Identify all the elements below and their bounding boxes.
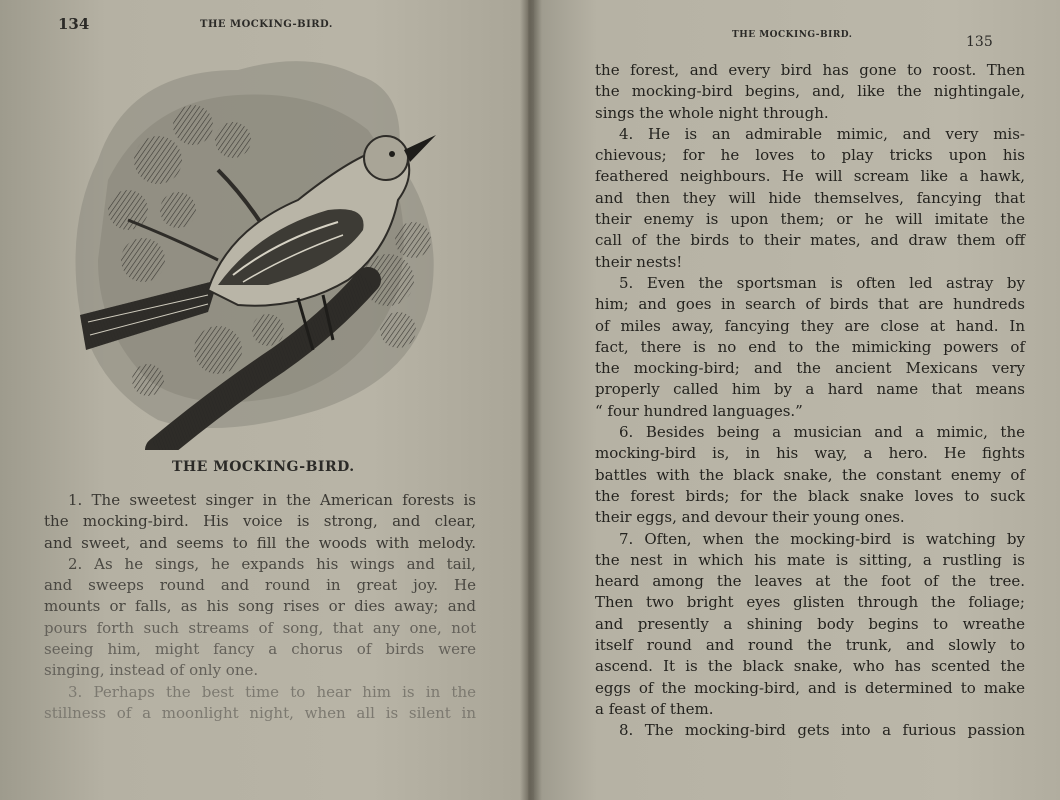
text-line: the forest birds; for the black snake loves to suck bbox=[595, 486, 1025, 505]
text-line: him; and goes in search of birds that are hundreds bbox=[595, 295, 1025, 314]
text-line: 5. Even the sportsman is often led astray by bbox=[619, 273, 1025, 292]
text-line: stillness of a moonlight night, when all is silent in bbox=[44, 703, 476, 722]
left-page-number: 134 bbox=[58, 15, 90, 33]
text-line: their nests! bbox=[595, 252, 683, 271]
left-body-text bbox=[44, 490, 476, 724]
text-line: the forest, and every bird has gone to roost. Then bbox=[595, 61, 1025, 79]
text-line: ascend. It is the black snake, who has scented the bbox=[595, 657, 1025, 676]
text-line: sings the whole night through. bbox=[595, 103, 829, 122]
text-line: the mocking-bird. His voice is strong, and clear, bbox=[44, 512, 476, 531]
text-line: singing, instead of only one. bbox=[44, 661, 259, 680]
left-page bbox=[0, 0, 528, 800]
text-line: and sweeps round and round in great joy. He bbox=[44, 576, 476, 595]
text-line: chievous; for he loves to play tricks upon his bbox=[595, 146, 1025, 165]
text-line: seeing him, might fancy a chorus of birds were bbox=[44, 640, 476, 659]
text-line: heard among the leaves at the foot of the tree. bbox=[595, 572, 1025, 591]
text-line: mounts or falls, as his song rises or dies away; and bbox=[44, 597, 476, 616]
text-line: Then two bright eyes glisten through the foliage; bbox=[595, 593, 1025, 612]
text-line: the nest in which his mate is sitting, a rustling is bbox=[595, 550, 1025, 569]
text-line: eggs of the mocking-bird, and is determined to make bbox=[595, 678, 1025, 697]
text-line: 7. Often, when the mocking-bird is watching by bbox=[619, 529, 1025, 548]
text-line: fact, there is no end to the mimicking powers of bbox=[595, 337, 1025, 356]
text-line: their enemy is upon them; or he will imitate the bbox=[595, 210, 1025, 229]
text-line: the mocking-bird; and the ancient Mexicans very bbox=[595, 359, 1025, 378]
text-line: and then they will hide themselves, fancying that bbox=[595, 188, 1025, 207]
text-line: pours forth such streams of song, that any one, not bbox=[44, 618, 476, 637]
text-line: 2. As he sings, he expands his wings and tail, bbox=[68, 554, 476, 573]
illustration-caption: THE MOCKING-BIRD. bbox=[172, 459, 355, 475]
bird-engraving-icon bbox=[68, 50, 468, 450]
text-line: 8. The mocking-bird gets into a furious passion bbox=[619, 721, 1025, 740]
text-line: a feast of them. bbox=[595, 699, 714, 718]
right-running-head: THE MOCKING-BIRD. bbox=[732, 30, 853, 40]
text-line: 3. Perhaps the best time to hear him is in the bbox=[68, 682, 476, 701]
text-line: itself round and round the trunk, and slowly to bbox=[595, 636, 1025, 655]
text-line: battles with the black snake, the constant enemy of bbox=[595, 465, 1025, 484]
text-line: the mocking-bird begins, and, like the nightingale, bbox=[595, 82, 1025, 101]
right-body-text bbox=[595, 60, 1025, 742]
text-line: and presently a shining body begins to wreathe bbox=[595, 614, 1025, 633]
right-page-number: 135 bbox=[966, 34, 993, 50]
text-line: and sweet, and seems to fill the woods with melody. bbox=[44, 533, 476, 552]
text-line: “ four hundred languages.” bbox=[595, 401, 803, 420]
text-line: of miles away, fancying they are close at hand. In bbox=[595, 316, 1025, 335]
book-gutter bbox=[520, 0, 542, 800]
text-line: feathered neighbours. He will scream like a hawk, bbox=[595, 167, 1025, 186]
text-line: their eggs, and devour their young ones. bbox=[595, 508, 905, 527]
text-line: mocking-bird is, in his way, a hero. He fights bbox=[595, 444, 1025, 463]
text-line: 6. Besides being a musician and a mimic, the bbox=[619, 423, 1025, 442]
text-line: 4. He is an admirable mimic, and very mis- bbox=[619, 124, 1025, 143]
text-line: 1. The sweetest singer in the American forests is bbox=[68, 491, 476, 509]
text-line: call of the birds to their mates, and draw them off bbox=[595, 231, 1025, 250]
left-running-head: THE MOCKING-BIRD. bbox=[200, 19, 333, 30]
text-line: properly called him by a hard name that means bbox=[595, 380, 1025, 399]
